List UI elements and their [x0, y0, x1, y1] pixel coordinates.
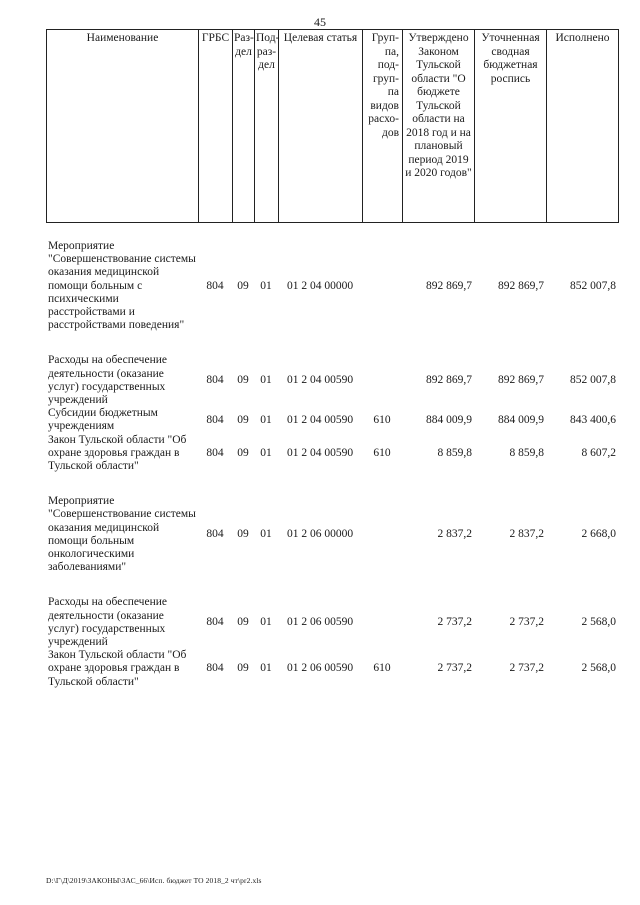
row-ispolneno: 852 007,8	[570, 279, 616, 292]
row-grbs: 804	[206, 279, 224, 292]
row-utochnennaya: 2 737,2	[509, 616, 544, 629]
row-razdel: 09	[237, 616, 249, 629]
row-podrazdel: 01	[260, 374, 272, 387]
row-grbs: 804	[206, 528, 224, 541]
header-name: Наименование	[47, 30, 199, 223]
row-celevaya: 01 2 06 00590	[286, 662, 354, 675]
table-row	[46, 240, 618, 332]
header-grbs: ГРБС	[199, 30, 233, 223]
row-utochnennaya: 892 869,7	[498, 374, 544, 387]
row-razdel: 09	[237, 446, 249, 459]
table-row	[46, 434, 618, 474]
row-utochnennaya: 2 737,2	[509, 662, 544, 675]
row-grbs: 804	[206, 413, 224, 426]
row-celevaya: 01 2 06 00000	[286, 528, 354, 541]
row-ispolneno: 2 668,0	[581, 528, 616, 541]
row-gruppa	[362, 240, 402, 332]
row-name: Расходы на обеспечение деятельности (оказание услуг) государственных учреждений	[48, 354, 167, 407]
row-ispolneno: 2 568,0	[581, 616, 616, 629]
row-gruppa	[362, 495, 402, 574]
row-utverzhdeno: 2 737,2	[437, 662, 472, 675]
row-name: Мероприятие "Совершенствование системы оказания медицинской помощи больным онкологическими заболеваниями"	[48, 495, 196, 574]
row-spacer	[46, 473, 618, 495]
footer-file-path: D:\Г\Д\2019\ЗАКОНЫ\ЗАС_66\Исп. бюджет ТО 2018_2 чт\pr2.xls	[46, 876, 262, 885]
table-header	[46, 29, 619, 223]
row-name: Расходы на обеспечение деятельности (оказание услуг) государственных учреждений	[48, 596, 167, 649]
row-podrazdel: 01	[260, 413, 272, 426]
row-utverzhdeno: 884 009,9	[426, 413, 472, 426]
header-utochnennaya: Уточненная сводная бюджетная роспись	[475, 30, 547, 223]
row-gruppa: 610	[373, 446, 391, 459]
row-razdel: 09	[237, 279, 249, 292]
row-utverzhdeno: 2 837,2	[437, 528, 472, 541]
row-utverzhdeno: 892 869,7	[426, 279, 472, 292]
row-utochnennaya: 892 869,7	[498, 279, 544, 292]
row-grbs: 804	[206, 616, 224, 629]
row-podrazdel: 01	[260, 662, 272, 675]
row-name: Мероприятие "Совершенствование системы оказания медицинской помощи больным с психическими расстройствами и расстройствами поведения"	[48, 240, 196, 332]
header-celevaya-statya: Целевая статья	[279, 30, 363, 223]
row-grbs: 804	[206, 662, 224, 675]
row-razdel: 09	[237, 662, 249, 675]
table-row	[46, 354, 618, 407]
header-podrazdel: Под-раз-дел	[255, 30, 279, 223]
row-utochnennaya: 884 009,9	[498, 413, 544, 426]
page-number: 45	[314, 15, 326, 29]
row-celevaya: 01 2 04 00590	[286, 374, 354, 387]
header-ispolneno: Исполнено	[547, 30, 619, 223]
row-gruppa: 610	[373, 662, 391, 675]
row-razdel: 09	[237, 413, 249, 426]
header-razdel: Раз-дел	[233, 30, 255, 223]
row-name: Закон Тульской области "Об охране здоровья граждан в Тульской области"	[48, 649, 187, 688]
row-ispolneno: 2 568,0	[581, 662, 616, 675]
row-celevaya: 01 2 04 00590	[286, 413, 354, 426]
row-podrazdel: 01	[260, 446, 272, 459]
row-utochnennaya: 2 837,2	[509, 528, 544, 541]
row-celevaya: 01 2 06 00590	[286, 616, 354, 629]
row-name: Субсидии бюджетным учреждениям	[48, 407, 158, 433]
row-podrazdel: 01	[260, 616, 272, 629]
row-gruppa: 610	[373, 413, 391, 426]
row-razdel: 09	[237, 528, 249, 541]
row-ispolneno: 843 400,6	[570, 413, 616, 426]
row-spacer	[46, 332, 618, 354]
row-gruppa	[362, 354, 402, 407]
row-ispolneno: 852 007,8	[570, 374, 616, 387]
row-utverzhdeno: 892 869,7	[426, 374, 472, 387]
row-podrazdel: 01	[260, 528, 272, 541]
table-body	[46, 240, 618, 689]
table-row	[46, 495, 618, 574]
header-utverzhdeno: Утверждено Законом Тульской области "О бюджете Тульской области на 2018 год и на плановый период 2019 и 2020 годов"	[403, 30, 475, 223]
row-utverzhdeno: 2 737,2	[437, 616, 472, 629]
row-utochnennaya: 8 859,8	[509, 446, 544, 459]
row-ispolneno: 8 607,2	[581, 446, 616, 459]
table-row	[46, 407, 618, 433]
table-row	[46, 596, 618, 649]
row-razdel: 09	[237, 374, 249, 387]
row-podrazdel: 01	[260, 279, 272, 292]
row-name: Закон Тульской области "Об охране здоровья граждан в Тульской области"	[48, 433, 187, 473]
row-utverzhdeno: 8 859,8	[437, 446, 472, 459]
header-gruppa: Груп-па, под-груп-па видов расхо-дов	[363, 30, 403, 223]
row-gruppa	[362, 596, 402, 649]
row-grbs: 804	[206, 446, 224, 459]
row-spacer	[46, 574, 618, 596]
table-row	[46, 649, 618, 689]
row-grbs: 804	[206, 374, 224, 387]
row-celevaya: 01 2 04 00590	[286, 446, 354, 459]
row-celevaya: 01 2 04 00000	[286, 279, 354, 292]
